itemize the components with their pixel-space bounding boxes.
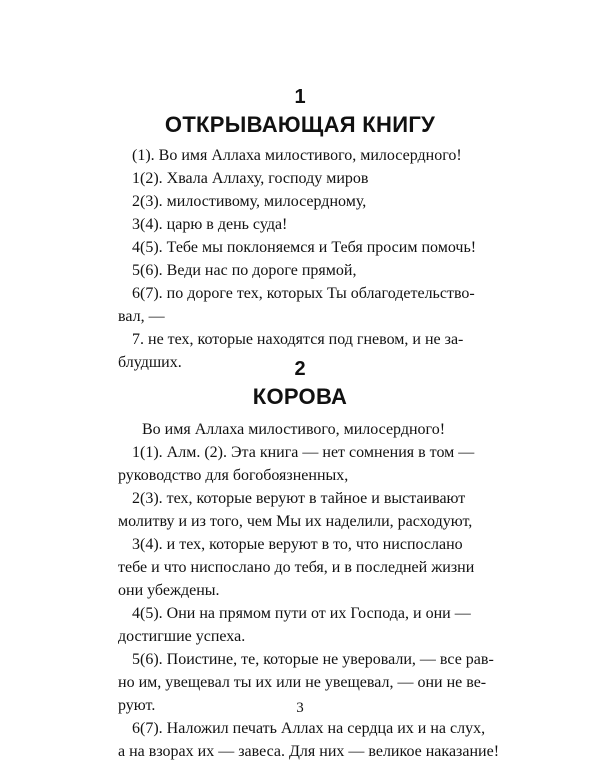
verse-line: они убеждены. bbox=[118, 582, 220, 599]
sura-title: ОТКРЫВАЮЩАЯ КНИГУ bbox=[164, 112, 436, 137]
verse-line: тебе и что ниспослано до тебя, и в последней жизни bbox=[118, 559, 475, 576]
verse-line: руководство для богобоязненных, bbox=[118, 467, 349, 484]
verse-line: 1(1). Алм. (2). Эта книга — нет сомнения в том — bbox=[132, 444, 475, 461]
verse-line: 1(2). Хвала Аллаху, господу миров bbox=[132, 170, 369, 187]
verse-line: 6(7). Наложил печать Аллах на сердца их и на слух, bbox=[132, 720, 486, 737]
verse-line: 5(6). Поистине, те, которые не уверовали, — все рав- bbox=[132, 651, 494, 668]
sura-number: 2 bbox=[294, 358, 306, 380]
verse-line: 7. не тех, которые находятся под гневом, и не за- bbox=[132, 331, 464, 348]
verse-line: 4(5). Тебе мы поклоняемся и Тебя просим помочь! bbox=[132, 239, 477, 256]
verse-line: 2(3). тех, которые веруют в тайное и выстаивают bbox=[132, 490, 466, 507]
verse-line: вал, — bbox=[118, 308, 165, 325]
verse-line: руют. bbox=[118, 697, 156, 714]
verse-line: молитву и из того, чем Мы их наделили, расходуют, bbox=[118, 513, 473, 530]
sura-number: 1 bbox=[294, 86, 306, 108]
verse-line: а на взорах их — завеса. Для них — великое наказание! bbox=[118, 743, 500, 760]
verse-line: 5(6). Веди нас по дороге прямой, bbox=[132, 262, 357, 279]
page-number: 3 bbox=[296, 700, 304, 716]
sura-title: КОРОВА bbox=[252, 384, 348, 409]
verse-line: 3(4). царю в день суда! bbox=[132, 216, 288, 233]
verse-line: 3(4). и тех, которые веруют в то, что ниспослано bbox=[132, 536, 463, 553]
verse-line: 6(7). по дороге тех, которых Ты облагодетельство- bbox=[132, 285, 475, 302]
verse-line: 4(5). Они на прямом пути от их Господа, и они — bbox=[132, 605, 471, 622]
verse-line: 2(3). милостивому, милосердному, bbox=[132, 193, 367, 210]
sura-text bbox=[118, 144, 490, 374]
verse-line: Во имя Аллаха милостивого, милосердного! bbox=[142, 421, 446, 438]
verse-line: (1). Во имя Аллаха милостивого, милосердного! bbox=[132, 147, 462, 164]
verse-line: достигшие успеха. bbox=[118, 628, 246, 645]
verse-line: блудших. bbox=[118, 354, 182, 371]
verse-line: но им, увещевал ты их или не увещевал, — они не ве- bbox=[118, 674, 487, 691]
